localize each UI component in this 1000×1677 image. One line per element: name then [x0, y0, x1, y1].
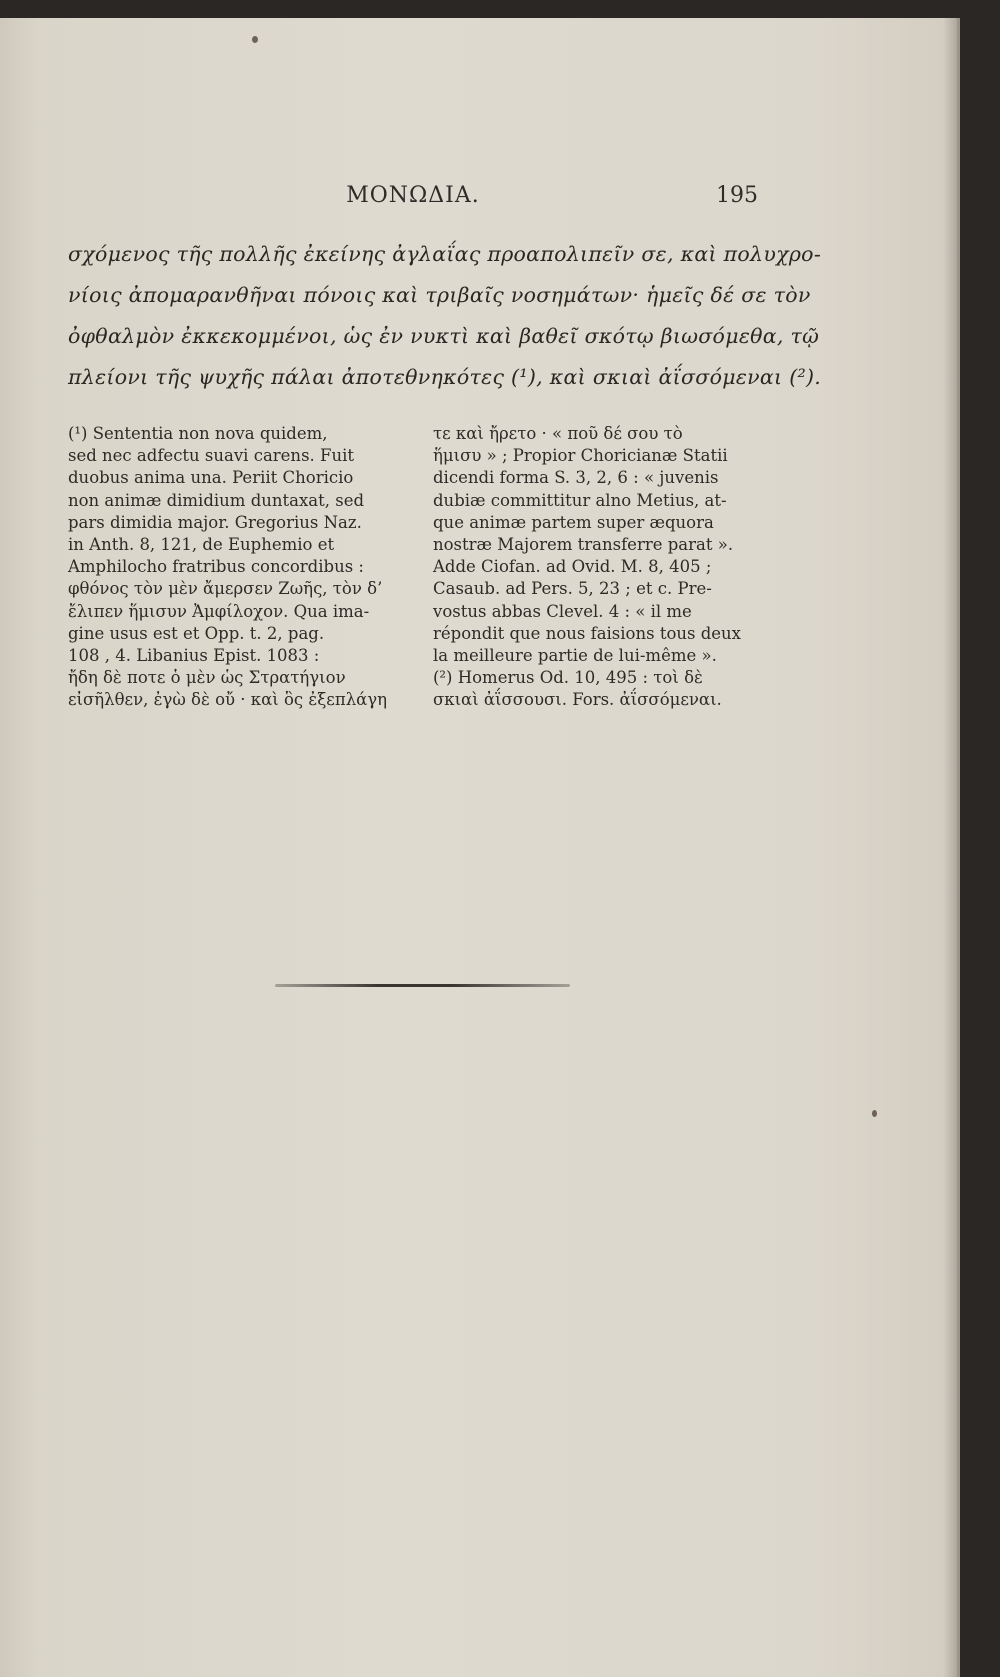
footnote-line: Adde Ciofan. ad Ovid. M. 8, 405 ;	[433, 557, 712, 577]
footnote-line: la meilleure partie de lui-même ».	[433, 646, 717, 666]
end-rule-divider	[275, 984, 570, 987]
page-header	[68, 183, 758, 223]
footnotes	[68, 423, 758, 743]
footnote-line: τε καὶ ἤρετο · « ποῦ δέ σου τὸ	[433, 424, 683, 443]
footnotes-right-column	[433, 423, 769, 712]
running-title: ΜΟΝΩΔΙΑ.	[346, 183, 480, 208]
footnote-line: que animæ partem super æquora	[433, 512, 714, 532]
footnote-line: répondit que nous faisions tous deux	[433, 623, 741, 643]
page-number: 195	[716, 183, 758, 208]
body-line: σχόμενος τῆς πολλῆς ἐκείνης ἀγλαΐας προαπολιπεῖν σε, καὶ πολυχρο-	[68, 242, 822, 266]
footnote-line: 108 , 4. Libanius Epist. 1083 :	[68, 646, 320, 666]
footnote-line: in Anth. 8, 121, de Euphemio et	[68, 535, 335, 555]
page-gutter-shadow	[943, 18, 957, 1677]
footnote-line: σκιαὶ ἀΐσσουσι. Fors. ἀΐσσόμεναι.	[433, 690, 722, 710]
footnote-line: (¹) Sententia non nova quidem,	[68, 424, 328, 443]
footnote-line: gine usus est et Opp. t. 2, pag.	[68, 623, 325, 643]
body-line: πλείονι τῆς ψυχῆς πάλαι ἀποτεθνηκότες (¹), καὶ σκιαὶ ἀΐσσόμεναι (²).	[68, 365, 822, 389]
footnote-line: duobus anima una. Periit Choricio	[68, 468, 354, 488]
footnotes-left-column	[68, 423, 404, 712]
footnote-line: ἔλιπεν ἥμισυν Ἀμφίλοχον. Qua ima-	[68, 601, 370, 621]
footnote-line: sed nec adfectu suavi carens. Fuit	[68, 446, 355, 466]
footnote-line: dicendi forma S. 3, 2, 6 : « juvenis	[433, 468, 719, 488]
ink-speck	[872, 1110, 877, 1117]
book-page	[0, 18, 960, 1677]
body-line: νίοις ἀπομαρανθῆναι πόνοις καὶ τριβαῖς νοσημάτων· ἡμεῖς δέ σε τὸν	[68, 283, 811, 307]
footnote-line: εἰσῆλθεν, ἐγὼ δὲ οὔ · καὶ ὃς ἐξεπλάγη	[68, 690, 388, 710]
footnote-line: (²) Homerus Od. 10, 495 : τοὶ δὲ	[433, 668, 703, 688]
footnote-line: ἤδη δὲ ποτε ὁ μὲν ὡς Στρατήγιον	[68, 668, 346, 688]
footnote-line: Casaub. ad Pers. 5, 23 ; et c. Pre-	[433, 579, 712, 599]
footnote-line: vostus abbas Clevel. 4 : « il me	[433, 601, 692, 621]
footnote-line: ἥμισυ » ; Propior Choricianæ Statii	[433, 446, 728, 466]
footnote-line: Amphilocho fratribus concordibus :	[68, 557, 364, 577]
footnote-line: φθόνος τὸν μὲν ἄμερσεν Ζωῆς, τὸν δ’	[68, 579, 383, 599]
main-text	[68, 234, 822, 398]
footnote-line: non animæ dimidium duntaxat, sed	[68, 490, 365, 510]
body-line: ὀφθαλμὸν ἐκκεκομμένοι, ὡς ἐν νυκτὶ καὶ βαθεῖ σκότῳ βιωσόμεθα, τῷ	[68, 324, 820, 348]
ink-speck	[252, 36, 258, 43]
footnote-line: pars dimidia major. Gregorius Naz.	[68, 512, 362, 532]
footnote-line: nostræ Majorem transferre parat ».	[433, 535, 734, 555]
footnote-line: dubiæ committitur alno Metius, at-	[433, 490, 727, 510]
